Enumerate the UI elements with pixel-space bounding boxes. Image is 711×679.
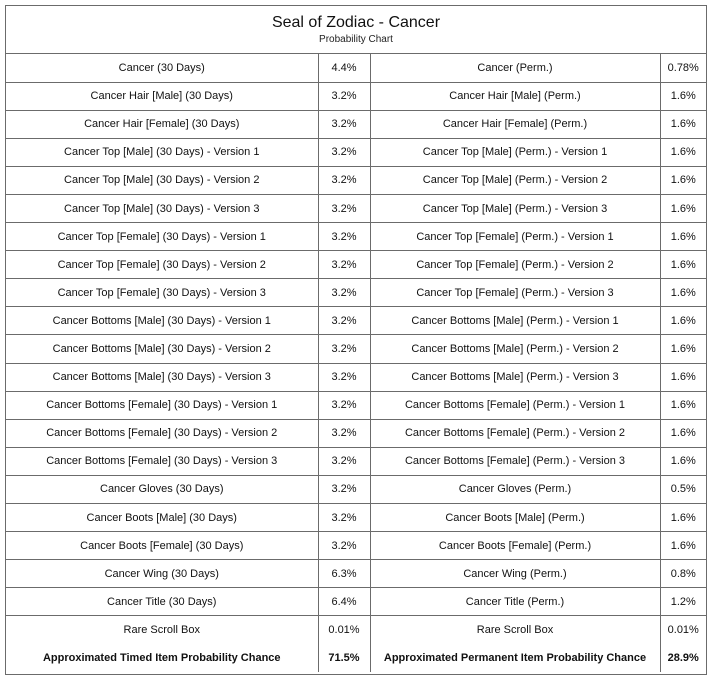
table-row <box>6 335 706 363</box>
timed-item-probability: 0.01% <box>318 616 370 644</box>
table-row <box>6 138 706 166</box>
perm-item-probability: 1.2% <box>660 588 706 616</box>
perm-item-name: Cancer Hair [Male] (Perm.) <box>370 82 660 110</box>
timed-item-probability: 3.2% <box>318 419 370 447</box>
table-row <box>6 419 706 447</box>
table-row <box>6 110 706 138</box>
perm-item-probability: 1.6% <box>660 504 706 532</box>
perm-item-name: Cancer Bottoms [Male] (Perm.) - Version 1 <box>370 307 660 335</box>
totals-row <box>6 644 706 672</box>
perm-item-probability: 0.5% <box>660 475 706 503</box>
timed-item-probability: 3.2% <box>318 532 370 560</box>
perm-item-probability: 0.01% <box>660 616 706 644</box>
timed-item-probability: 3.2% <box>318 307 370 335</box>
timed-item-probability: 3.2% <box>318 335 370 363</box>
perm-item-name: Cancer Top [Female] (Perm.) - Version 2 <box>370 251 660 279</box>
perm-item-probability: 1.6% <box>660 363 706 391</box>
table-row <box>6 560 706 588</box>
perm-item-name: Cancer Top [Male] (Perm.) - Version 3 <box>370 194 660 222</box>
timed-item-probability: 3.2% <box>318 251 370 279</box>
perm-item-name: Cancer Boots [Male] (Perm.) <box>370 504 660 532</box>
table-row <box>6 279 706 307</box>
timed-item-name: Cancer Top [Male] (30 Days) - Version 3 <box>6 194 318 222</box>
timed-item-name: Rare Scroll Box <box>6 616 318 644</box>
perm-total-label: Approximated Permanent Item Probability Chance <box>370 644 660 672</box>
timed-item-probability: 3.2% <box>318 166 370 194</box>
probability-rows <box>6 54 706 644</box>
table-row <box>6 447 706 475</box>
timed-item-probability: 6.3% <box>318 560 370 588</box>
table-row <box>6 223 706 251</box>
table-row <box>6 475 706 503</box>
perm-item-probability: 1.6% <box>660 110 706 138</box>
timed-item-name: Cancer Bottoms [Female] (30 Days) - Version 1 <box>6 391 318 419</box>
perm-item-name: Cancer Bottoms [Female] (Perm.) - Version 3 <box>370 447 660 475</box>
probability-table <box>6 54 706 672</box>
timed-item-name: Cancer Top [Female] (30 Days) - Version 3 <box>6 279 318 307</box>
perm-item-name: Cancer Gloves (Perm.) <box>370 475 660 503</box>
perm-item-probability: 1.6% <box>660 194 706 222</box>
timed-item-probability: 3.2% <box>318 194 370 222</box>
chart-subtitle: Probability Chart <box>319 34 393 45</box>
perm-item-name: Cancer Top [Female] (Perm.) - Version 1 <box>370 223 660 251</box>
timed-total-label: Approximated Timed Item Probability Chance <box>6 644 318 672</box>
timed-item-name: Cancer Top [Female] (30 Days) - Version 1 <box>6 223 318 251</box>
table-row <box>6 82 706 110</box>
perm-item-name: Cancer Top [Female] (Perm.) - Version 3 <box>370 279 660 307</box>
perm-item-name: Cancer Bottoms [Male] (Perm.) - Version 3 <box>370 363 660 391</box>
perm-item-probability: 1.6% <box>660 532 706 560</box>
table-row <box>6 391 706 419</box>
timed-item-name: Cancer Wing (30 Days) <box>6 560 318 588</box>
table-row <box>6 251 706 279</box>
table-row <box>6 363 706 391</box>
timed-item-probability: 3.2% <box>318 138 370 166</box>
perm-item-probability: 1.6% <box>660 447 706 475</box>
perm-item-name: Cancer Bottoms [Female] (Perm.) - Version 1 <box>370 391 660 419</box>
perm-item-probability: 1.6% <box>660 391 706 419</box>
timed-item-probability: 6.4% <box>318 588 370 616</box>
perm-item-name: Cancer Wing (Perm.) <box>370 560 660 588</box>
timed-item-probability: 3.2% <box>318 475 370 503</box>
timed-item-probability: 3.2% <box>318 391 370 419</box>
perm-item-probability: 1.6% <box>660 307 706 335</box>
timed-item-name: Cancer Top [Male] (30 Days) - Version 2 <box>6 166 318 194</box>
timed-item-probability: 3.2% <box>318 447 370 475</box>
timed-item-probability: 3.2% <box>318 110 370 138</box>
perm-item-probability: 0.8% <box>660 560 706 588</box>
table-row <box>6 616 706 644</box>
perm-item-name: Cancer Top [Male] (Perm.) - Version 1 <box>370 138 660 166</box>
perm-item-probability: 0.78% <box>660 54 706 82</box>
timed-item-name: Cancer Bottoms [Male] (30 Days) - Version 1 <box>6 307 318 335</box>
table-row <box>6 588 706 616</box>
table-row <box>6 194 706 222</box>
table-row <box>6 54 706 82</box>
perm-total-value: 28.9% <box>660 644 706 672</box>
timed-item-name: Cancer Bottoms [Female] (30 Days) - Version 3 <box>6 447 318 475</box>
perm-item-name: Cancer Bottoms [Female] (Perm.) - Version 2 <box>370 419 660 447</box>
perm-item-name: Cancer Top [Male] (Perm.) - Version 2 <box>370 166 660 194</box>
table-row <box>6 307 706 335</box>
timed-item-probability: 3.2% <box>318 82 370 110</box>
timed-item-name: Cancer Bottoms [Male] (30 Days) - Version 3 <box>6 363 318 391</box>
timed-item-probability: 3.2% <box>318 279 370 307</box>
timed-item-name: Cancer Bottoms [Male] (30 Days) - Version 2 <box>6 335 318 363</box>
perm-item-probability: 1.6% <box>660 82 706 110</box>
perm-item-name: Cancer Bottoms [Male] (Perm.) - Version 2 <box>370 335 660 363</box>
timed-item-name: Cancer Top [Male] (30 Days) - Version 1 <box>6 138 318 166</box>
perm-item-probability: 1.6% <box>660 251 706 279</box>
timed-item-probability: 4.4% <box>318 54 370 82</box>
perm-item-probability: 1.6% <box>660 279 706 307</box>
chart-header <box>6 6 706 54</box>
perm-item-name: Cancer (Perm.) <box>370 54 660 82</box>
perm-item-probability: 1.6% <box>660 166 706 194</box>
timed-item-name: Cancer Title (30 Days) <box>6 588 318 616</box>
timed-item-name: Cancer Gloves (30 Days) <box>6 475 318 503</box>
timed-item-name: Cancer Hair [Male] (30 Days) <box>6 82 318 110</box>
timed-item-name: Cancer Top [Female] (30 Days) - Version 2 <box>6 251 318 279</box>
perm-item-probability: 1.6% <box>660 138 706 166</box>
table-row <box>6 504 706 532</box>
chart-title: Seal of Zodiac - Cancer <box>271 14 441 31</box>
timed-item-probability: 3.2% <box>318 363 370 391</box>
perm-item-probability: 1.6% <box>660 223 706 251</box>
table-row <box>6 532 706 560</box>
perm-item-name: Cancer Boots [Female] (Perm.) <box>370 532 660 560</box>
perm-item-probability: 1.6% <box>660 419 706 447</box>
perm-item-name: Cancer Title (Perm.) <box>370 588 660 616</box>
timed-item-name: Cancer Boots [Male] (30 Days) <box>6 504 318 532</box>
timed-item-probability: 3.2% <box>318 504 370 532</box>
timed-total-value: 71.5% <box>318 644 370 672</box>
perm-item-name: Rare Scroll Box <box>370 616 660 644</box>
timed-item-name: Cancer (30 Days) <box>6 54 318 82</box>
timed-item-name: Cancer Bottoms [Female] (30 Days) - Version 2 <box>6 419 318 447</box>
timed-item-name: Cancer Boots [Female] (30 Days) <box>6 532 318 560</box>
timed-item-probability: 3.2% <box>318 223 370 251</box>
probability-chart <box>5 5 707 675</box>
perm-item-probability: 1.6% <box>660 335 706 363</box>
timed-item-name: Cancer Hair [Female] (30 Days) <box>6 110 318 138</box>
table-row <box>6 166 706 194</box>
perm-item-name: Cancer Hair [Female] (Perm.) <box>370 110 660 138</box>
